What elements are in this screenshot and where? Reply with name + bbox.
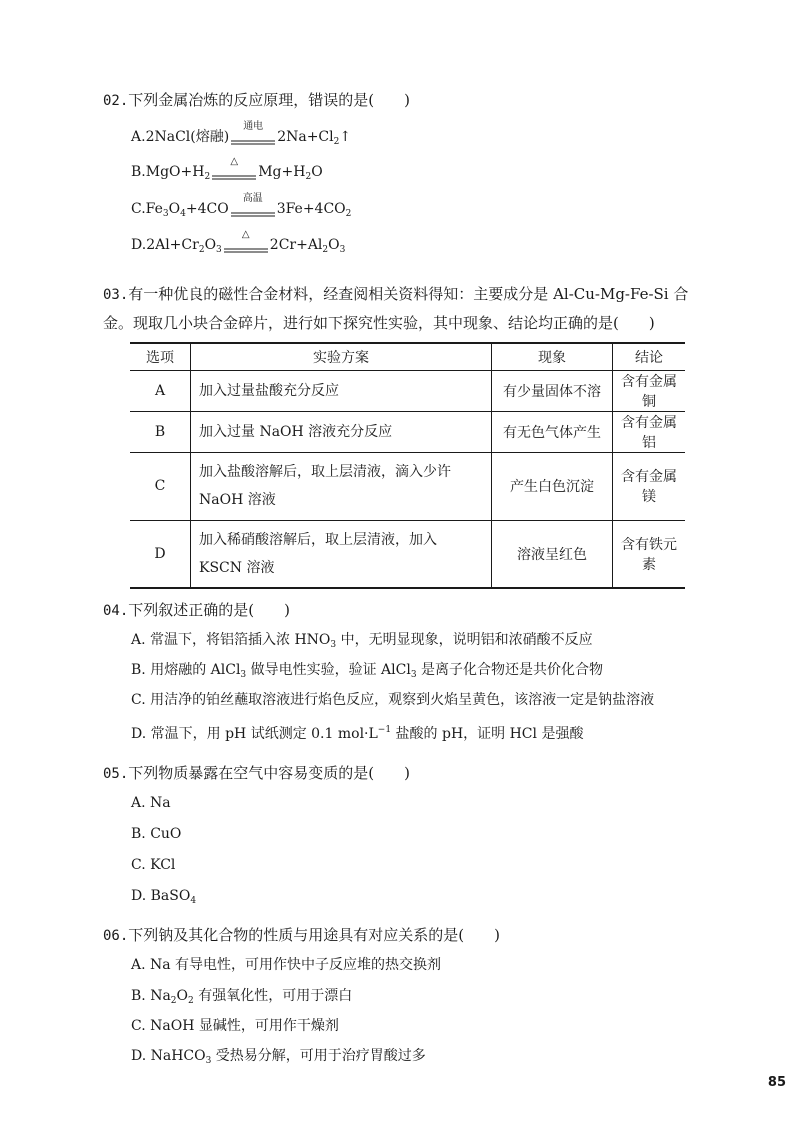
table-cell-option: A [130, 370, 191, 411]
q05-option-b: B. CuO [131, 826, 182, 842]
reaction-arrow: △ [241, 229, 250, 240]
table-cell-plan: 加入过量 NaOH 溶液充分反应 [191, 411, 492, 452]
table-header-row [130, 343, 685, 370]
table-row [130, 452, 685, 520]
q05-option-c: C. KCl [131, 857, 176, 873]
q03-stem-line1: 03.有一种优良的磁性合金材料，经查阅相关资料得知：主要成分是 Al-Cu-Mg-Fe-Si 合 [103, 285, 689, 303]
table-cell-option: C [130, 452, 191, 520]
q06-option-d: D. NaHCO$_3$ 受热易分解，可用于治疗胃酸过多 [131, 1048, 426, 1066]
q02-number: 02. [103, 93, 129, 109]
table-row [130, 411, 685, 452]
table-cell-observation: 产生白色沉淀 [492, 452, 613, 520]
table-cell-observation: 溶液呈红色 [492, 520, 613, 588]
reaction-arrow: △ [230, 156, 239, 167]
reaction-arrow: 通电 [243, 121, 264, 132]
page-number: 85 [767, 1075, 786, 1090]
q06-option-c: C. NaOH 显碱性，可用作干燥剂 [131, 1018, 339, 1034]
table-cell-conclusion: 含有金属铜 [613, 370, 686, 411]
table-header-cell: 实验方案 [191, 343, 492, 370]
q04-option-d: D. 常温下，用 pH 试纸测定 0.1 $mol\cdot L^{-1}$ 盐酸的 pH，证明 HCl 是强酸 [131, 725, 584, 742]
q02-option-d: $D.2Al+Cr_2O_3$ △ $2Cr+Al_2O_3$ [131, 229, 346, 255]
q04-stem: 04.下列叙述正确的是( ) [103, 601, 291, 619]
q03-number: 03. [103, 287, 129, 303]
q04-option-b: B. 用熔融的 AlCl$_3$ 做导电性实验，验证 AlCl$_3$ 是离子化合物还是共价化合物 [131, 662, 604, 680]
table-cell-conclusion: 含有金属镁 [613, 452, 686, 520]
table-cell-conclusion: 含有金属铝 [613, 411, 686, 452]
table-cell-plan: 加入稀硝酸溶解后，取上层清液，加入 KSCN 溶液 [191, 520, 492, 588]
table-header-cell: 结论 [613, 343, 686, 370]
q04-option-c: C. 用洁净的铂丝蘸取溶液进行焰色反应，观察到火焰呈黄色，该溶液一定是钠盐溶液 [131, 692, 655, 708]
table-header-cell: 选项 [130, 343, 191, 370]
q05-option-a: A. Na [131, 795, 171, 811]
q05-option-d: D. BaSO$_4$ [131, 888, 197, 906]
table-cell-conclusion: 含有铁元素 [613, 520, 686, 588]
q02-option-c: $C.Fe_3O_4+4CO$ 高温 $3Fe+4CO_2$ [131, 193, 352, 219]
q06-stem: 06.下列钠及其化合物的性质与用途具有对应关系的是( ) [103, 926, 501, 944]
q06-number: 06. [103, 928, 129, 944]
q03-stem-line2: 金。现取几小块合金碎片，进行如下探究性实验，其中现象、结论均正确的是( ) [103, 314, 655, 332]
table-cell-observation: 有少量固体不溶 [492, 370, 613, 411]
q02-stem [103, 90, 410, 111]
table-cell-option: D [130, 520, 191, 588]
table-cell-observation: 有无色气体产生 [492, 411, 613, 452]
table-row [130, 520, 685, 588]
table-header-cell: 现象 [492, 343, 613, 370]
table-row [130, 370, 685, 411]
experiment-table [130, 342, 685, 589]
q05-number: 05. [103, 766, 129, 782]
table-cell-plan: 加入盐酸溶解后，取上层清液，滴入少许 NaOH 溶液 [191, 452, 492, 520]
table-cell-plan: 加入过量盐酸充分反应 [191, 370, 492, 411]
q02-text: 下列金属冶炼的反应原理，错误的是( ) [128, 91, 411, 109]
q06-option-a: A. Na 有导电性，可用作快中子反应堆的热交换剂 [131, 957, 442, 973]
q04-number: 04. [103, 603, 129, 619]
q04-option-a: A. 常温下，将铝箔插入浓 $HNO_3$ 中，无明显现象，说明铝和浓硝酸不反应 [131, 632, 593, 650]
table-cell-option: B [130, 411, 191, 452]
q06-option-b: B. $Na_2O_2$ 有强氧化性，可用于漂白 [131, 988, 353, 1006]
q02-option-a: A.2NaCl(熔融) 通电 $2Na+Cl_2↑$ [131, 121, 352, 147]
q02-option-b: $B.MgO+H_2$ △ $Mg+H_2O$ [131, 156, 323, 182]
reaction-arrow: 高温 [242, 193, 263, 204]
q05-stem: 05.下列物质暴露在空气中容易变质的是( ) [103, 764, 411, 782]
